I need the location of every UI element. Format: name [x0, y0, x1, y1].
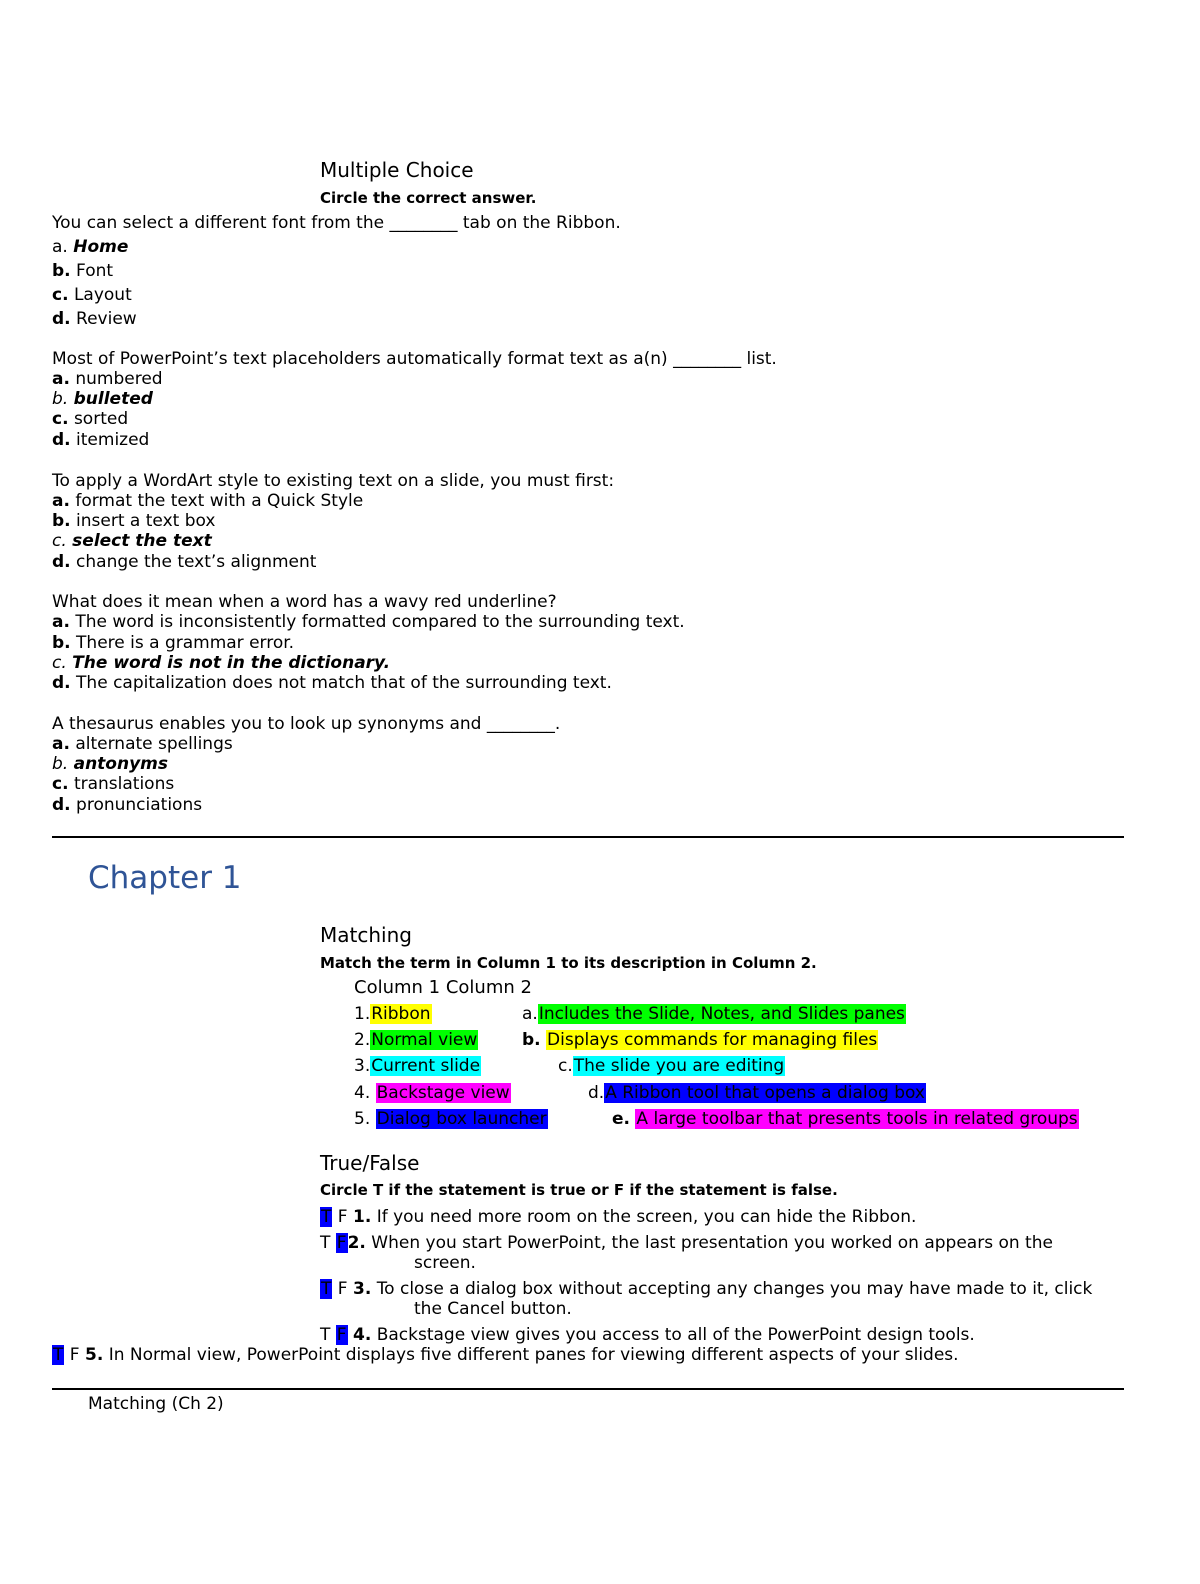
question-stem: What does it mean when a word has a wavy red underline?	[52, 592, 557, 612]
match-desc: a.Includes the Slide, Notes, and Slides panes	[522, 1004, 905, 1024]
option: d. itemized	[52, 430, 150, 450]
section-divider	[52, 836, 1124, 838]
truefalse-heading: True/False	[320, 1151, 420, 1175]
option: b. bulleted	[52, 389, 153, 409]
tf-item: T F 3. To close a dialog box without accepting any changes you may have made to it, click	[321, 1279, 1093, 1299]
tf-item: T F 1. If you need more room on the screen, you can hide the Ribbon.	[321, 1207, 917, 1227]
question-stem: Most of PowerPoint’s text placeholders automatically format text as a(n) ________ list.	[52, 349, 777, 369]
option: c. Layout	[52, 285, 132, 305]
tf-item-continuation: the Cancel button.	[414, 1299, 572, 1319]
option: a. Home	[52, 237, 129, 257]
option: c. sorted	[52, 409, 129, 429]
option: d. change the text’s alignment	[52, 552, 317, 572]
chapter-title: Chapter 1	[88, 860, 242, 896]
option: a. format the text with a Quick Style	[52, 491, 364, 511]
match-desc: c.The slide you are editing	[558, 1056, 785, 1076]
match-term: 5. Dialog box launcher	[354, 1109, 547, 1129]
option: d. Review	[52, 309, 137, 329]
tf-item: T F2. When you start PowerPoint, the last presentation you worked on appears on the	[320, 1233, 1053, 1253]
option: c. select the text	[52, 531, 212, 551]
matching-instruction: Match the term in Column 1 to its description in Column 2.	[320, 954, 817, 972]
footer-section-title: Matching (Ch 2)	[88, 1394, 224, 1414]
mc-heading: Multiple Choice	[320, 158, 474, 182]
option: c. The word is not in the dictionary.	[52, 653, 391, 673]
question-stem: To apply a WordArt style to existing text on a slide, you must first:	[52, 471, 615, 491]
match-desc: e. A large toolbar that presents tools in related groups	[612, 1109, 1078, 1129]
tf-item: T F 5. In Normal view, PowerPoint displays five different panes for viewing different aspects of your slides.	[53, 1345, 959, 1365]
option: c. translations	[52, 774, 175, 794]
question-stem: A thesaurus enables you to look up synonyms and ________.	[52, 714, 561, 734]
truefalse-instruction: Circle T if the statement is true or F if the statement is false.	[320, 1181, 838, 1199]
tf-item-continuation: screen.	[414, 1253, 476, 1273]
matching-heading: Matching	[320, 923, 412, 947]
option: d. pronunciations	[52, 795, 203, 815]
match-desc: b. Displays commands for managing files	[522, 1030, 878, 1050]
option: a. The word is inconsistently formatted compared to the surrounding text.	[52, 612, 685, 632]
option: b. insert a text box	[52, 511, 216, 531]
match-desc: d.A Ribbon tool that opens a dialog box	[588, 1083, 925, 1103]
section-divider	[52, 1388, 1124, 1390]
option: d. The capitalization does not match that of the surrounding text.	[52, 673, 612, 693]
option: b. There is a grammar error.	[52, 633, 295, 653]
option: b. antonyms	[52, 754, 169, 774]
match-term: 3.Current slide	[354, 1056, 481, 1076]
option: a. alternate spellings	[52, 734, 233, 754]
option: a. numbered	[52, 369, 163, 389]
tf-item: T F 4. Backstage view gives you access to all of the PowerPoint design tools.	[320, 1325, 975, 1345]
match-term: 1.Ribbon	[354, 1004, 431, 1024]
option: b. Font	[52, 261, 114, 281]
match-term: 2.Normal view	[354, 1030, 478, 1050]
match-term: 4. Backstage view	[354, 1083, 510, 1103]
question-stem: You can select a different font from the ________ tab on the Ribbon.	[52, 213, 621, 233]
mc-instruction: Circle the correct answer.	[320, 189, 537, 207]
columns-header: Column 1 Column 2	[354, 977, 532, 998]
